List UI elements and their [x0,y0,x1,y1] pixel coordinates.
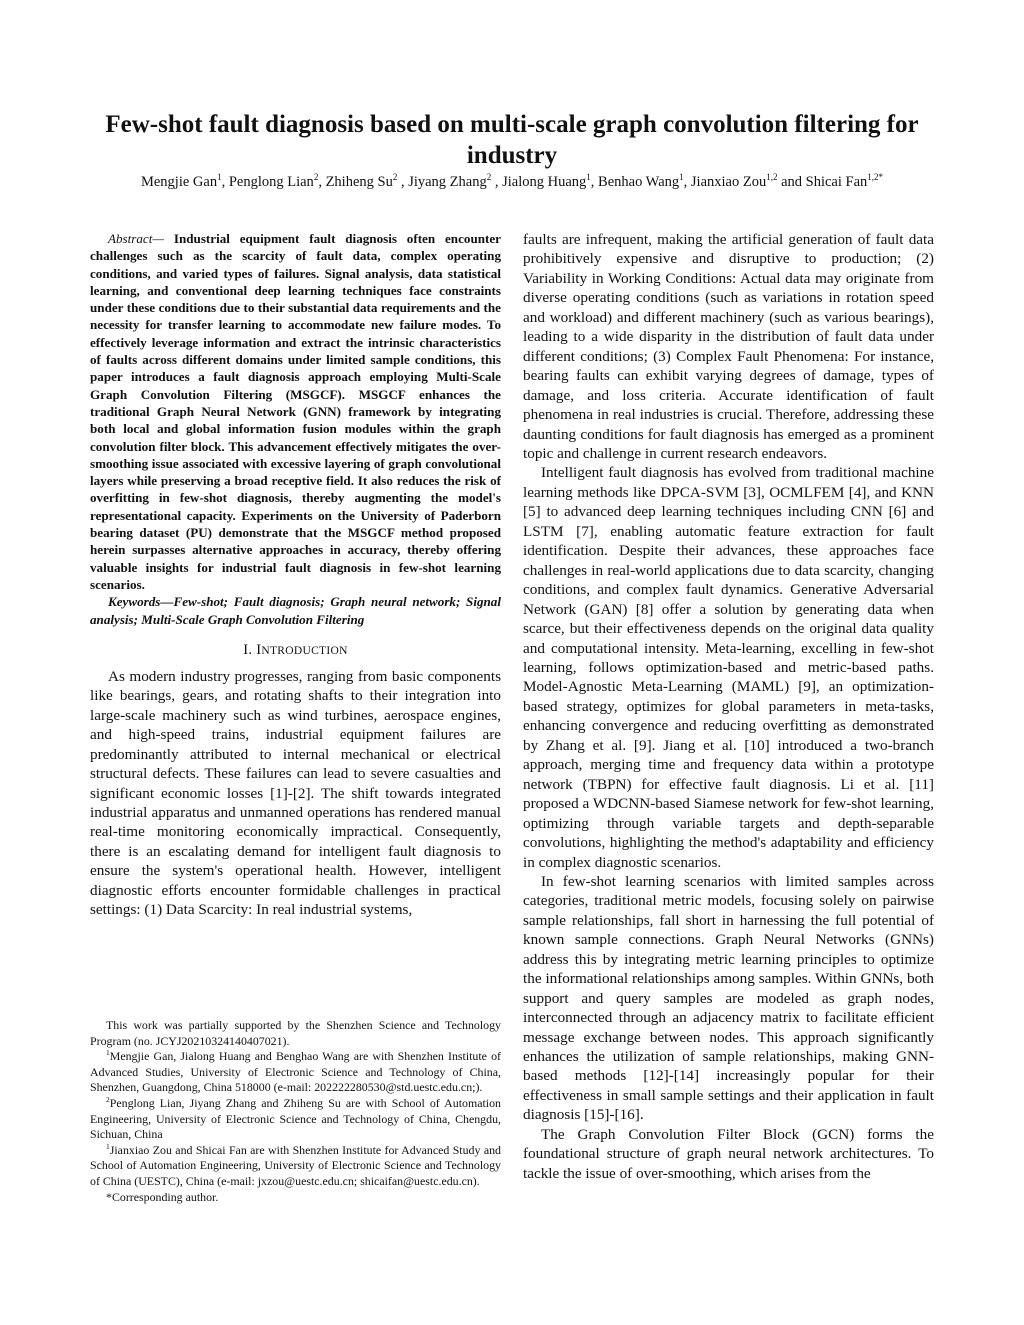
footnote [90,1018,501,1049]
author-name: Shicai Fan [805,174,868,190]
abstract-label: Abstract— [108,231,165,246]
body-paragraph: Intelligent fault diagnosis has evolved from traditional machine learning methods like DPCA-SVM [3], OCMLFEM [4], and KNN [5] to advanced deep learning techniques including CNN [6] and LSTM [7], enabling automatic feature extraction for fault identification. Despite their advances, these approaches face challenges in real-world applications due to data scarcity, changing conditions, and complex fault dynamics. Generative Adversarial Network (GAN) [8] offer a solution by generating data when scarce, but their effectiveness depends on the original data quality and computational intensity. Meta-learning, excelling in few-shot learning, follows optimization-based and metric-based paths. Model-Agnostic Meta-Learning (MAML) [9], an optimization-based strategy, optimizes for global parameters in meta-tasks, enhancing convergence and reducing overfitting as demonstrated by Zhang et al. [9]. Jiang et al. [10] introduced a two-branch approach, merging time and frequency data within a prototype network (TBPN) for effective fault diagnosis. Li et al. [11] proposed a WDCNN-based Siamese network for few-shot learning, optimizing through variable targets and depth-separable convolutions, highlighting the method's adaptability and efficiency in complex diagnostic scenarios. [523,464,934,871]
body-paragraph: faults are infrequent, making the artificial generation of fault data prohibitively expensive and disruptive to production; (2) Variability in Working Conditions: Actual data may originate from diverse operating conditions (such as variations in rotation speed and workload) and different machinery (such as various bearings), leading to a wide disparity in the distribution of fault data under different conditions; (3) Complex Fault Phenomena: For instance, bearing faults can exhibit varying degrees of damage, types of damage, and loss criteria. Accurate identification of fault phenomena in real industries is crucial. Therefore, addressing these daunting conditions for fault diagnosis has emerged as a prominent topic and challenge in current research endeavors. [523,231,934,462]
author-name: Jialong Huang [502,174,587,190]
author-name: Mengjie Gan [140,174,218,190]
left-body [90,667,501,920]
body-paragraph: The Graph Convolution Filter Block (GCN) forms the foundational structure of graph neural network architectures. To tackle the issue of over-smoothing, which arises from the [523,1125,934,1182]
abstract-text: Industrial equipment fault diagnosis often encounter challenges such as the scarcity of fault data, complex operating conditions, and varied types of failures. Signal analysis, data statistical learning, and conventional deep learning techniques face constraints under these conditions due to their substantial data requirements and the necessity for transfer learning to accommodate new failure modes. To effectively leverage information and extract the intrinsic characteristics of faults across different domains under limited sample conditions, this paper introduces a fault diagnosis approach employing Multi-Scale Graph Convolution Filtering (MSGCF). MSGCF enhances the traditional Graph Neural Network (GNN) framework by integrating both local and global information fusion modules within the graph convolution filter block. This advancement effectively mitigates the over-smoothing issue associated with excessive layering of graph convolutional layers while preserving a broad receptive field. It also reduces the risk of overfitting in few-shot diagnosis, thereby augmenting the model's representational capacity. Experiments on the University of Paderborn bearing dataset (PU) demonstrate that the MSGCF method proposed herein surpasses alternative approaches in accuracy, thereby offering valuable insights for industrial fault diagnosis in few-shot learning scenarios. [90,231,501,592]
author-affiliation: 1,2* [867,172,884,183]
footnote-marker: 1 [106,1141,110,1151]
keywords: Keywords—Few-shot; Fault diagnosis; Graph neural network; Signal analysis; Multi-Scale Graph Convolution Filtering [90,594,501,627]
author-name: Jianxiao Zou [690,174,767,190]
author-name: Jiyang Zhang [408,174,487,190]
author-separator: , [491,174,503,190]
footnote-marker: 1 [106,1048,110,1058]
author-separator: , [683,174,691,190]
author-affiliation: 1 [586,172,591,183]
footnote-text: *Corresponding author. [106,1189,219,1204]
footnote-marker: 2 [106,1095,110,1104]
author-affiliation: 1 [217,172,222,183]
author-separator: and [777,174,806,190]
footnote-text: This work was partially supported by the Shenzhen Science and Technology Program (no. JCYJ20210324140407021). [90,1018,501,1048]
author-name: Penglong Lian [228,174,314,190]
paper-title: Few-shot fault diagnosis based on multi-scale graph convolution filtering for industry [105,110,919,169]
author-affiliation: 1 [679,172,684,183]
footnotes [90,1018,501,1205]
section-heading-introduction: I. INTRODUCTION [243,641,348,658]
author-affiliation: 2 [313,172,319,183]
left-column [90,230,501,920]
body-paragraph: In few-shot learning scenarios with limited samples across categories, traditional metric models, focusing solely on pairwise sample relationships, fall short in harnessing the full potential of known sample connections. Graph Neural Networks (GNNs) address this by integrating metric learning principles to optimize the informational relationships among samples. Within GNNs, both support and query samples are modeled as graph nodes, interconnected through an adjacency matrix to facilitate efficient message exchange between nodes. This approach significantly enhances the utilization of sample relationships, making GNN-based methods [12]-[14] increasingly popular for their effectiveness in small sample settings and their application in fault diagnosis [15]-[16]. [523,872,934,1124]
author-list [90,172,934,193]
body-paragraph: As modern industry progresses, ranging from basic components like bearings, gears, and rotating shafts to their integration into large-scale machinery such as wind turbines, aerospace engines, and high-speed trains, industrial equipment failures are predominantly attributed to internal mechanical or electrical structural defects. These failures can lead to severe casualties and significant economic losses [1]-[2]. The shift towards integrated industrial apparatus and unmanned operations has rendered manual real-time monitoring economically impractical. Consequently, there is an escalating demand for intelligent fault diagnosis to ensure the system's operational health. However, intelligent diagnostic efforts encounter formidable challenges in practical settings: (1) Data Scarcity: In real industrial systems, [90,667,501,919]
footnote [90,1049,501,1096]
author-separator: , [590,174,599,190]
author-affiliation: 2 [392,172,398,183]
right-column [523,230,934,1183]
author-separator: , [397,174,409,190]
footnote-text: Penglong Lian, Jiyang Zhang and Zhiheng Su are with School of Automation Engineering, University of Electronic Science and Technology of China, Chengdu, Sichuan, China [90,1095,501,1142]
footnote [90,1143,501,1190]
author-separator: , [318,174,326,190]
footnote-text: Jianxiao Zou and Shicai Fan are with Shenzhen Institute for Advanced Study and School of Automation Engineering, University of Electronic Science and Technology of China (UESTC), China (e-mail: jxzou@uestc.edu.cn; shicaifan@uestc.edu.cn). [90,1142,501,1188]
footnote [90,1096,501,1143]
footnote-text: Mengjie Gan, Jialong Huang and Benghao Wang are with Shenzhen Institute of Advanced Studies, University of Electronic Science and Technology of China, Shenzhen, Guangdong, China 518000 (e-mail: 202222280530@std.uestc.edu.cn;). [90,1049,501,1095]
author-affiliation: 2 [486,172,492,183]
author-name: Benhao Wang [598,174,680,190]
abstract [90,230,501,593]
footnote [90,1190,501,1206]
author-separator: , [221,174,229,190]
author-affiliation: 1,2 [766,172,778,183]
author-name: Zhiheng Su [325,174,393,190]
